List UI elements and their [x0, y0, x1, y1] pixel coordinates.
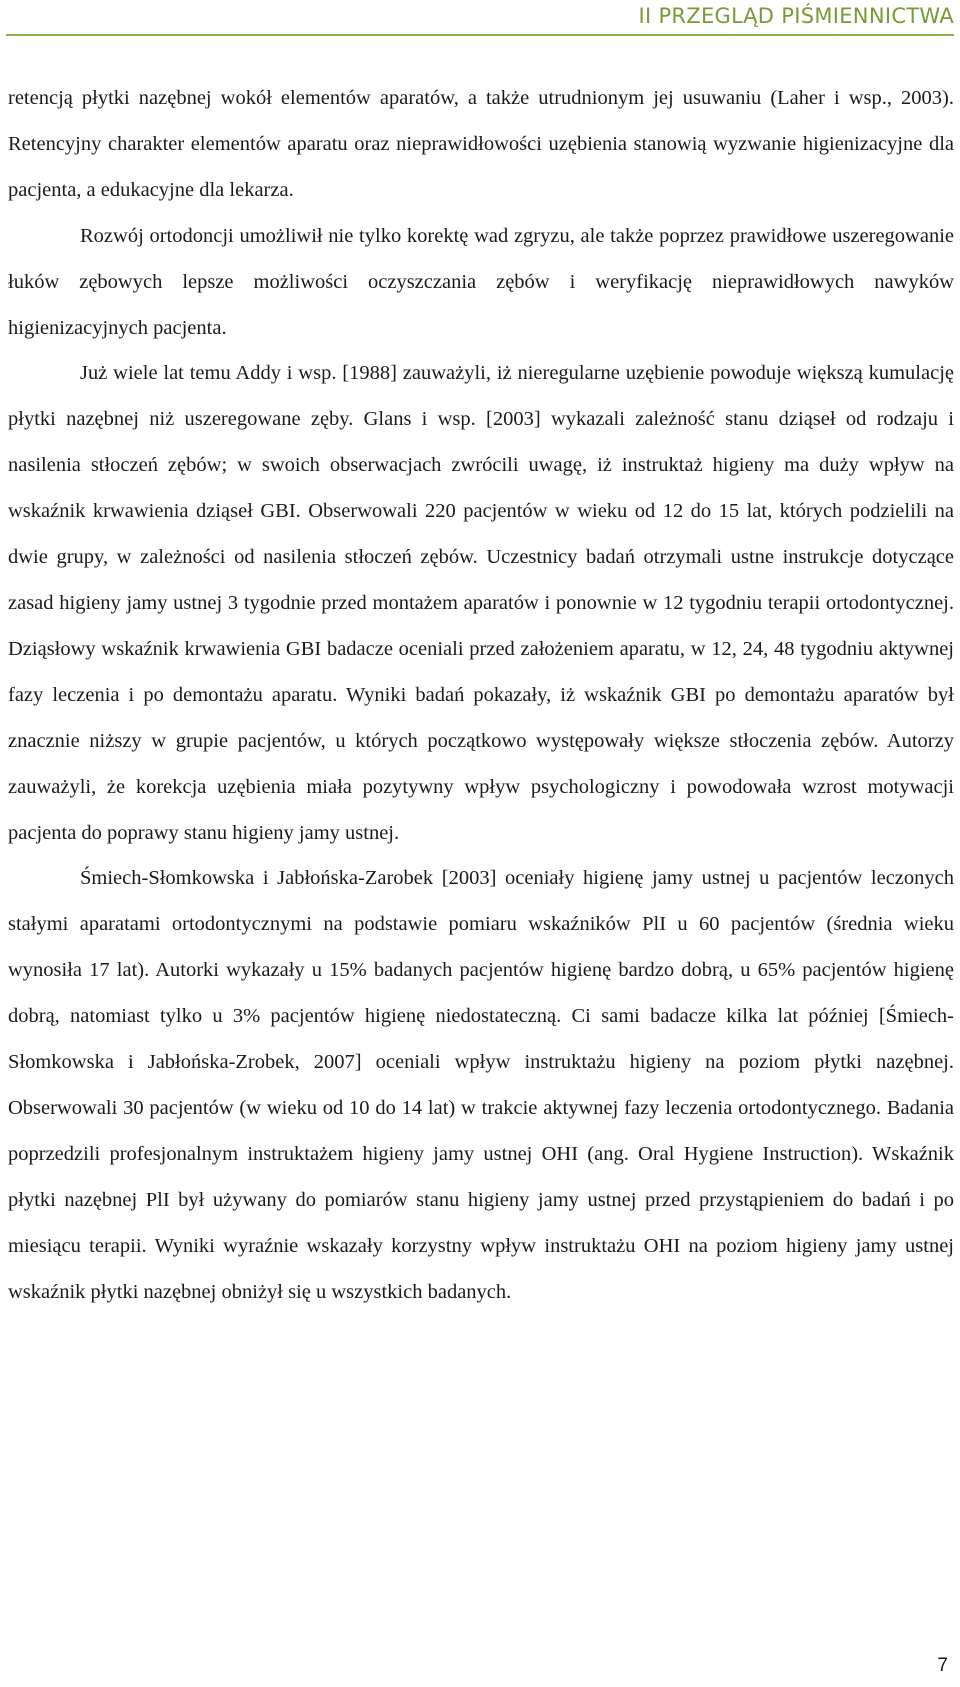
page-number: 7 [937, 1655, 948, 1676]
header-divider [6, 34, 954, 36]
running-header-section-title: II PRZEGLĄD PIŚMIENNICTWA [638, 4, 954, 28]
paragraph-smiech-slomkowska-studies: Śmiech-Słomkowska i Jabłońska-Zarobek [2003] oceniały higienę jamy ustnej u pacjentów leczonych stałymi aparatami ortodontycznymi na podstawie pomiaru wskaźników PlI u 60 pacjentów (średnia wieku wynosiła 17 lat). Autorki wykazały u 15% badanych pacjentów higienę bardzo dobrą, u 65% pacjentów higienę dobrą, natomiast tylko u 3% pacjentów higienę niedostateczną. Ci sami badacze kilka lat później [Śmiech-Słomkowska i Jabłońska-Zrobek, 2007] oceniali wpływ instruktażu higieny na poziom płytki nazębnej. Obserwowali 30 pacjentów (w wieku od 10 do 14 lat) w trakcie aktywnej fazy leczenia ortodontycznego. Badania poprzedzili profesjonalnym instruktażem higieny jamy ustnej OHI (ang. Oral Hygiene Instruction). Wskaźnik płytki nazębnej PlI był używany do pomiarów stanu higieny jamy ustnej przed przystąpieniem do badań i po miesiącu terapii. Wyniki wyraźnie wskazały korzystny wpływ instruktażu OHI na poziom higieny jamy ustnej wskaźnik płytki nazębnej obniżył się u wszystkich badanych. [8, 867, 954, 1303]
page-body [8, 76, 954, 1315]
paragraph-orthodontics-development: Rozwój ortodoncji umożliwił nie tylko korektę wad zgryzu, ale także poprzez prawidłowe uszeregowanie łuków zębowych lepsze możliwości oczyszczania zębów i weryfikację nieprawidłowych nawyków higienizacyjnych pacjenta. [8, 224, 954, 339]
paragraph-addy-glans-studies: Już wiele lat temu Addy i wsp. [1988] zauważyli, iż nieregularne uzębienie powoduje większą kumulację płytki nazębnej niż uszeregowane zęby. Glans i wsp. [2003] wykazali zależność stanu dziąseł od rodzaju i nasilenia stłoczeń zębów; w swoich obserwacjach zwrócili uwagę, iż instruktaż higieny ma duży wpływ na wskaźnik krwawienia dziąseł GBI. Obserwowali 220 pacjentów w wieku od 12 do 15 lat, których podzielili na dwie grupy, w zależności od nasilenia stłoczeń zębów. Uczestnicy badań otrzymali ustne instrukcje dotyczące zasad higieny jamy ustnej 3 tygodnie przed montażem aparatów i ponownie w 12 tygodniu terapii ortodontycznej. Dziąsłowy wskaźnik krwawienia GBI badacze oceniali przed założeniem aparatu, w 12, 24, 48 tygodniu aktywnej fazy leczenia i po demontażu aparatu. Wyniki badań pokazały, iż wskaźnik GBI po demontażu aparatów był znacznie niższy w grupie pacjentów, u których początkowo występowały większe stłoczenia zębów. Autorzy zauważyli, że korekcja uzębienia miała pozytywny wpływ psychologiczny i powodowała wzrost motywacji pacjenta do poprawy stanu higieny jamy ustnej. [8, 362, 954, 844]
paragraph-continuation: retencją płytki nazębnej wokół elementów aparatów, a także utrudnionym jej usuwaniu (Laher i wsp., 2003). Retencyjny charakter elementów aparatu oraz nieprawidłowości uzębienia stanowią wyzwanie higienizacyjne dla pacjenta, a edukacyjne dla lekarza. [8, 87, 954, 201]
